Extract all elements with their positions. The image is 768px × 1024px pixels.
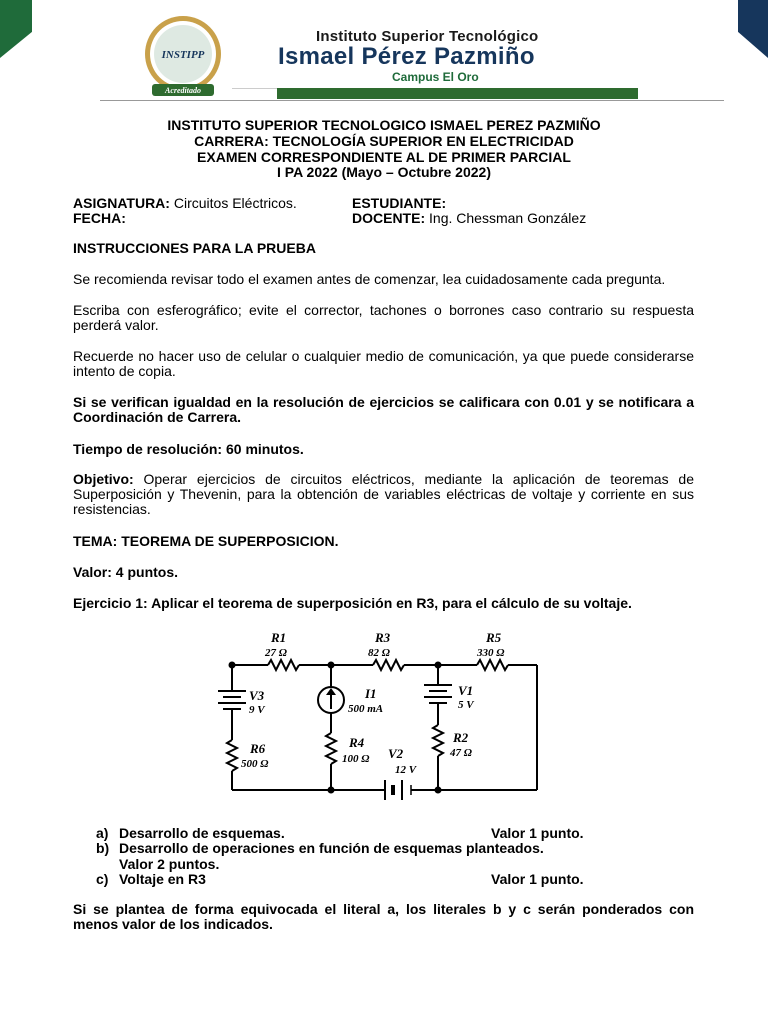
footer-note: Si se plantea de forma equivocada el literal a, los literales b y c serán ponderados con menos valor de los indicados.: [73, 901, 694, 932]
v2-label: V2: [388, 746, 404, 761]
circuit-diagram: [205, 625, 550, 810]
estudiante-label: ESTUDIANTE:: [352, 195, 447, 211]
instructions-heading: INSTRUCCIONES PARA LA PRUEBA: [73, 240, 316, 256]
title-line-3: EXAMEN CORRESPONDIENTE AL DE PRIMER PARCIAL: [197, 149, 571, 165]
fecha-label: FECHA:: [73, 210, 126, 226]
r5-label: R5: [486, 630, 502, 645]
asignatura-value: Circuitos Eléctricos.: [169, 195, 297, 211]
asignatura-field: [73, 195, 297, 211]
corner-decoration-right: [738, 0, 768, 58]
r1-label: R1: [271, 630, 287, 645]
item-text-a: Desarrollo de esquemas.: [119, 825, 285, 841]
objective-text: Operar ejercicios de circuitos eléctricos, mediante la aplicación de teoremas de Superposición y Thevenin, para la obtención de variables eléctricas de voltaje y corriente en sus resistencias.: [73, 471, 694, 517]
item-value-c: Valor 1 punto.: [491, 871, 584, 887]
item-value-a: Valor 1 punto.: [491, 825, 584, 841]
r6-value: 500 Ω: [241, 758, 269, 770]
title-line-2: CARRERA: TECNOLOGÍA SUPERIOR EN ELECTRICIDAD: [194, 133, 574, 149]
title-line-1: INSTITUTO SUPERIOR TECNOLOGICO ISMAEL PEREZ PAZMIÑO: [167, 117, 601, 133]
exercise-statement: Ejercicio 1: Aplicar el teorema de superposición en R3, para el cálculo de su voltaje.: [73, 595, 632, 611]
docente-label: DOCENTE:: [352, 210, 426, 226]
item-value-b: Valor 2 puntos.: [119, 856, 220, 872]
r4-label: R4: [349, 735, 365, 750]
r3-value: 82 Ω: [368, 647, 390, 659]
r4-value: 100 Ω: [342, 753, 370, 765]
objective-label: Objetivo:: [73, 471, 134, 487]
asignatura-label: ASIGNATURA:: [73, 195, 170, 211]
item-letter-a: a): [96, 825, 109, 841]
item-text-c: Voltaje en R3: [119, 871, 206, 887]
v3-value: 9 V: [249, 704, 265, 716]
v2-value: 12 V: [395, 764, 417, 776]
instipp-logo: [140, 14, 226, 100]
r6-label: R6: [250, 741, 266, 756]
v1-value: 5 V: [458, 699, 474, 711]
header-bar: [232, 88, 638, 99]
r1-value: 27 Ω: [265, 647, 287, 659]
time-limit: Tiempo de resolución: 60 minutos.: [73, 441, 304, 457]
instruction-paragraph-2: Escriba con esferográfico; evite el corrector, tachones o borrones caso contrario su respuesta perderá valor.: [73, 302, 694, 333]
item-text-b: Desarrollo de operaciones en función de esquemas planteados.: [119, 840, 544, 856]
objective-paragraph: [73, 472, 694, 517]
item-letter-c: c): [96, 871, 109, 887]
r3-label: R3: [375, 630, 391, 645]
title-line-4: I PA 2022 (Mayo – Octubre 2022): [277, 164, 491, 180]
campus-label: Campus El Oro: [392, 70, 479, 84]
v3-label: V3: [249, 688, 265, 703]
r2-label: R2: [453, 730, 469, 745]
topic: TEMA: TEOREMA DE SUPERPOSICION.: [73, 533, 339, 549]
item-letter-b: b): [96, 840, 110, 856]
logo-ribbon: Acreditado: [165, 86, 201, 95]
points-value: Valor: 4 puntos.: [73, 564, 179, 580]
docente-field: [352, 210, 586, 226]
r5-value: 330 Ω: [477, 647, 505, 659]
instruction-paragraph-4: Si se verifican igualdad en la resolución de ejercicios se calificara con 0.01 y se notificara a Coordinación de Carrera.: [73, 394, 694, 425]
header-divider: [100, 100, 724, 101]
corner-decoration-left: [0, 0, 32, 58]
instruction-paragraph-3: Recuerde no hacer uso de celular o cualquier medio de comunicación, ya que puede considerarse intento de copia.: [73, 348, 694, 379]
v1-label: V1: [458, 683, 474, 698]
r2-value: 47 Ω: [450, 747, 472, 759]
i1-label: I1: [365, 686, 377, 701]
institute-name: Ismael Pérez Pazmiño: [278, 43, 535, 70]
institute-label: Instituto Superior Tecnológico: [316, 28, 539, 45]
instruction-paragraph-1: Se recomienda revisar todo el examen antes de comenzar, lea cuidadosamente cada pregunta.: [73, 271, 666, 287]
logo-text: INSTIPP: [161, 49, 205, 61]
i1-value: 500 mA: [348, 703, 384, 715]
docente-value: Ing. Chessman González: [425, 210, 587, 226]
